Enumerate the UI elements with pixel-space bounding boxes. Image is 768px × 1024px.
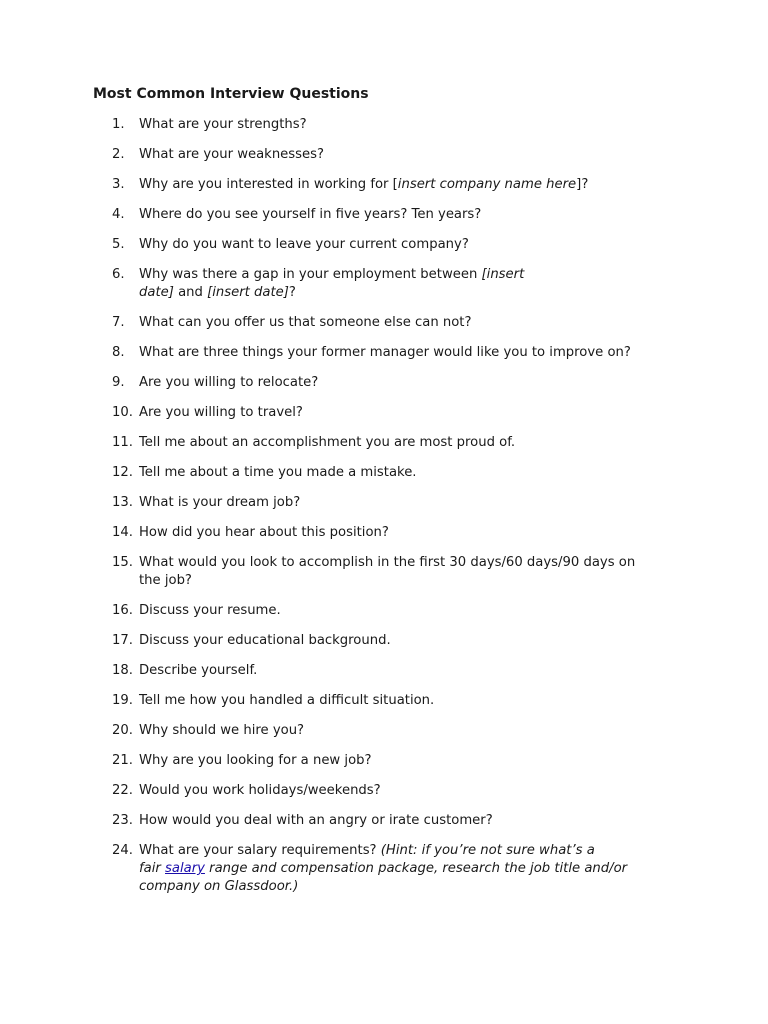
item-text: Would you work holidays/weekends? <box>139 783 381 798</box>
document-title: Most Common Interview Questions <box>93 86 369 102</box>
italic-placeholder: date] <box>139 285 174 300</box>
item-number: 16. <box>112 603 133 618</box>
item-number: 11. <box>112 435 133 450</box>
item-number: 22. <box>112 783 133 798</box>
item-text: Why should we hire you? <box>139 723 305 738</box>
item-number: 18. <box>112 663 133 678</box>
item-text <box>139 176 588 194</box>
item-number: 4. <box>112 207 125 222</box>
italic-hint: range and compensation package, research the job title and/or <box>204 861 628 876</box>
item-number: 7. <box>112 315 125 330</box>
item-number: 19. <box>112 693 133 708</box>
salary-link[interactable]: salary <box>165 861 205 876</box>
item-number: 3. <box>112 177 125 192</box>
text-segment: Why was there a gap in your employment between <box>139 267 482 282</box>
text-line <box>139 284 524 302</box>
item-text: What is your dream job? <box>139 495 301 510</box>
text-segment: ]? <box>576 177 589 192</box>
item-text: What are three things your former manager would like you to improve on? <box>139 345 631 360</box>
text-line: company on Glassdoor.) <box>139 879 299 894</box>
text-segment: Why are you interested in working for [ <box>139 177 398 192</box>
text-line: What would you look to accomplish in the first 30 days/60 days/90 days on <box>139 555 636 570</box>
item-text: Describe yourself. <box>139 663 258 678</box>
text-line <box>139 266 524 284</box>
text-line <box>139 842 627 860</box>
item-text: Tell me how you handled a difficult situation. <box>139 693 435 708</box>
text-line <box>139 860 627 878</box>
item-text: Tell me about a time you made a mistake. <box>139 465 417 480</box>
item-text: How did you hear about this position? <box>139 525 389 540</box>
item-text: Why do you want to leave your current company? <box>139 237 469 252</box>
item-text: Where do you see yourself in five years? Ten years? <box>139 207 482 222</box>
italic-placeholder: insert company name here <box>397 177 577 192</box>
item-number: 9. <box>112 375 125 390</box>
item-text: Are you willing to relocate? <box>139 375 319 390</box>
text-segment: ? <box>288 285 296 300</box>
item-number: 17. <box>112 633 133 648</box>
italic-placeholder: [insert <box>481 267 525 282</box>
item-text <box>139 842 627 896</box>
item-number: 15. <box>112 555 133 570</box>
item-text: How would you deal with an angry or irate customer? <box>139 813 493 828</box>
item-number: 8. <box>112 345 125 360</box>
text-segment: fair <box>139 861 166 876</box>
item-number: 1. <box>112 117 125 132</box>
item-text: What are your weaknesses? <box>139 147 325 162</box>
text-segment: and <box>173 285 208 300</box>
item-text: Tell me about an accomplishment you are most proud of. <box>139 435 516 450</box>
item-text <box>139 554 635 590</box>
italic-placeholder: [insert date] <box>207 285 289 300</box>
text-segment: What are your salary requirements? <box>139 843 381 858</box>
item-text: What are your strengths? <box>139 117 307 132</box>
item-text: What can you offer us that someone else can not? <box>139 315 472 330</box>
text-line: the job? <box>139 573 192 588</box>
item-number: 13. <box>112 495 133 510</box>
item-number: 6. <box>112 267 125 282</box>
item-number: 21. <box>112 753 133 768</box>
item-text: Discuss your resume. <box>139 603 281 618</box>
item-text: Are you willing to travel? <box>139 405 303 420</box>
item-number: 2. <box>112 147 125 162</box>
item-text: Discuss your educational background. <box>139 633 391 648</box>
item-number: 14. <box>112 525 133 540</box>
item-number: 5. <box>112 237 125 252</box>
item-number: 24. <box>112 843 133 858</box>
item-number: 23. <box>112 813 133 828</box>
item-text: Why are you looking for a new job? <box>139 753 372 768</box>
italic-hint: (Hint: if you’re not sure what’s a <box>380 843 595 858</box>
item-number: 12. <box>112 465 133 480</box>
item-number: 10. <box>112 405 133 420</box>
item-number: 20. <box>112 723 133 738</box>
item-text <box>139 266 524 302</box>
